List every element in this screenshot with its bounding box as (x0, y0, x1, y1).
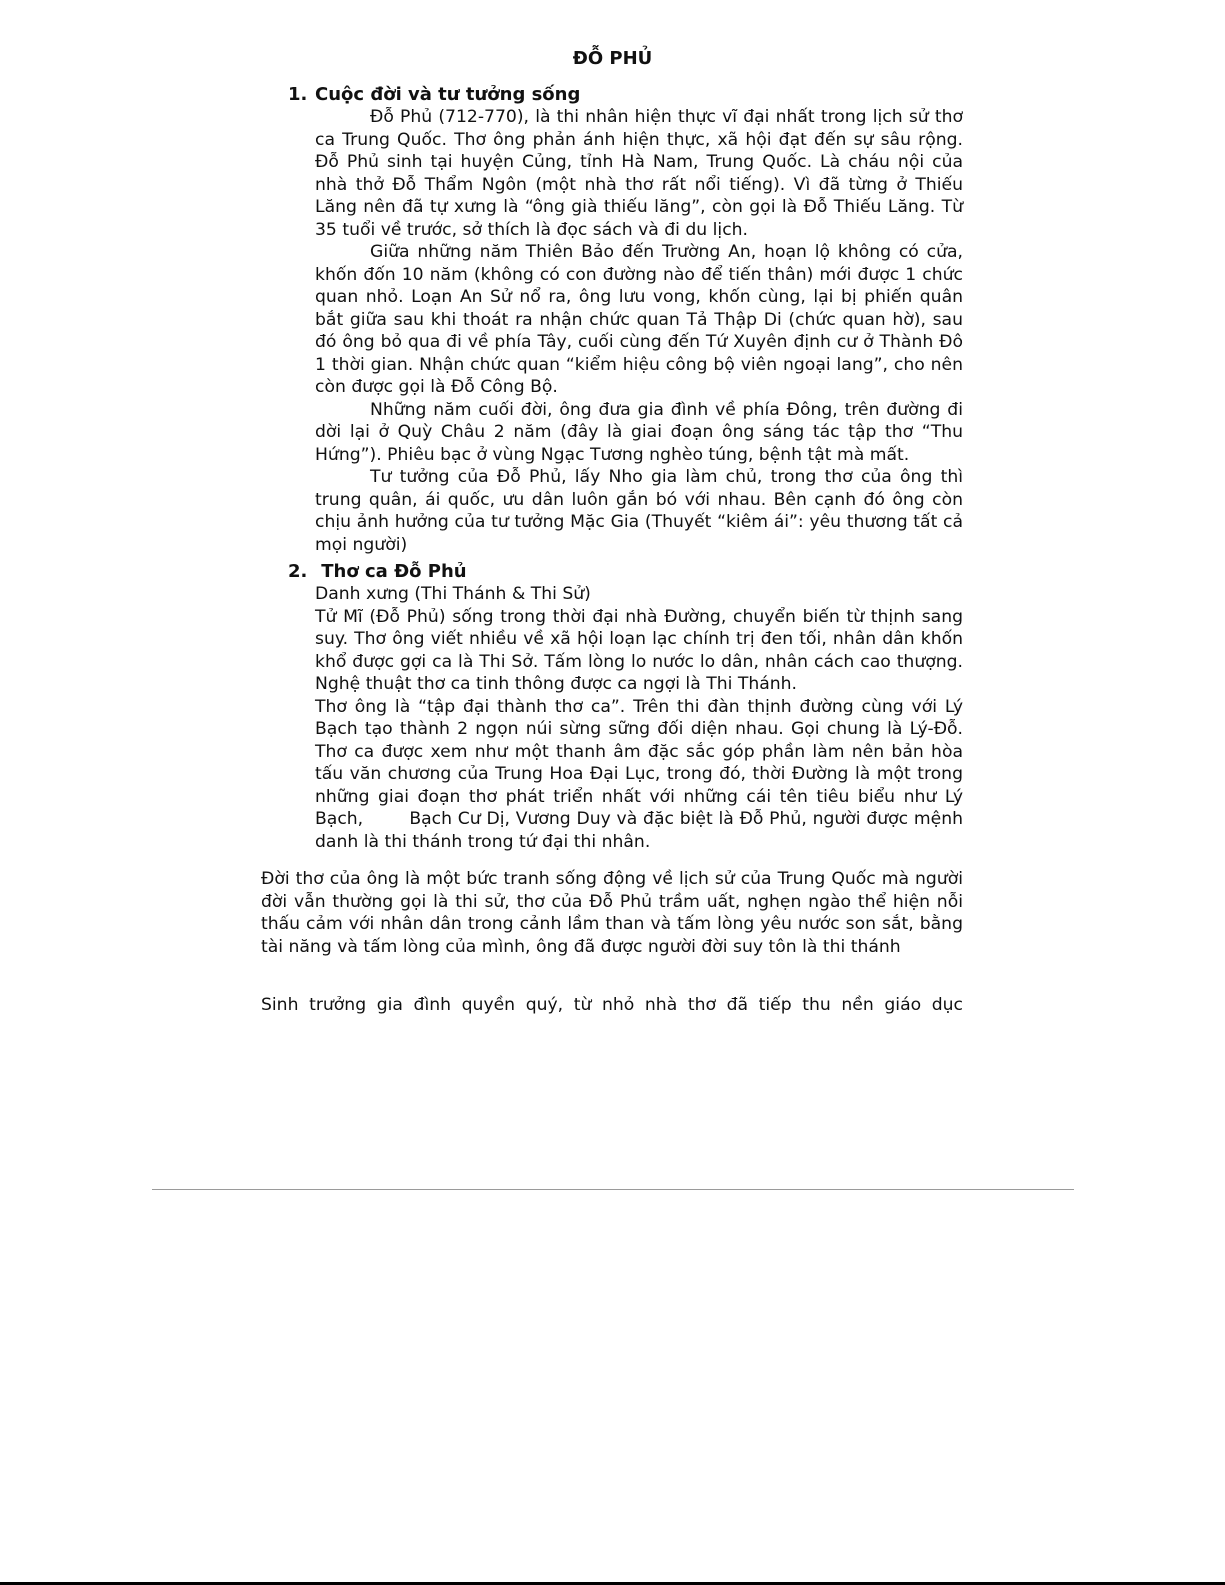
section-number: 2. (288, 561, 308, 582)
section-life-and-thought (288, 84, 963, 556)
paragraph: Tử Mĩ (Đỗ Phủ) sống trong thời đại nhà Đường, chuyển biến từ thịnh sang suy. Thơ ông viết nhiều về xã hội loạn lạc chính trị đen tối, nhân dân khốn khổ được gợi ca là Thi Sở. Tấm lòng lo nước lo dân, nhân cách cao thượng. Nghệ thuật thơ ca tinh thông được ca ngợi là Thi Thánh. (315, 606, 963, 694)
section-body (315, 583, 969, 853)
paragraph: Danh xưng (Thi Thánh & Thi Sử) (315, 584, 591, 604)
body-paragraph: Sinh trưởng gia đình quyền quý, từ nhỏ nhà thơ đã tiếp thu nền giáo dục (261, 995, 963, 1015)
paragraph: Giữa những năm Thiên Bảo đến Trường An, hoạn lộ không có cửa, khốn đốn 10 năm (không có con đường nào để tiến thân) mới được 1 chức quan nhỏ. Loạn An Sử nổ ra, ông lưu vong, khốn cùng, lại bị phiến quân bắt giữa sau khi thoát ra nhận chức quan Tả Thập Di (chức quan hờ), sau đó ông bỏ qua đi về phía Tây, cuối cùng đến Tứ Xuyên định cư ở Thành Đô 1 thời gian. Nhận chức quan “kiểm hiệu công bộ viên ngoại lang”, cho nên còn được gọi là Đỗ Công Bộ. (315, 242, 963, 397)
paragraph: Thơ ông là “tập đại thành thơ ca”. Trên thi đàn thịnh đường cùng với Lý Bạch tạo thành 2 ngọn núi sừng sững đối diện nhau. Gọi chung là Lý-Đỗ. Thơ ca được xem như một thanh âm đặc sắc góp phần làm nên bản hòa tấu văn chương của Trung Hoa Đại Lục, trong đó, thời Đường là một trong những giai đoạn thơ phát triển nhất với những cái tên tiêu biểu như Lý Bạch, Bạch Cư Dị, Vương Duy và đặc biệt là Đỗ Phủ, người được mệnh danh là thi thánh trong tứ đại thi nhân. (315, 696, 969, 852)
section-poetry (288, 561, 969, 853)
section-number: 1. (288, 84, 308, 105)
page-divider (152, 1189, 1074, 1190)
paragraph: Tư tưởng của Đỗ Phủ, lấy Nho gia làm chủ, trong thơ của ông thì trung quân, ái quốc, ưu dân luôn gắn bó với nhau. Bên cạnh đó ông còn chịu ảnh hưởng của tư tưởng Mặc Gia (Thuyết “kiêm ái”: yêu thương tất cả mọi người) (315, 467, 963, 555)
paragraph: Những năm cuối đời, ông đưa gia đình về phía Đông, trên đường đi dời lại ở Quỳ Châu 2 năm (đây là giai đoạn ông sáng tác tập thơ “Thu Hứng”). Phiêu bạc ở vùng Ngạc Tương nghèo túng, bệnh tật mà mất. (315, 399, 963, 465)
paragraph: Đỗ Phủ (712-770), là thi nhân hiện thực vĩ đại nhất trong lịch sử thơ ca Trung Quốc. Thơ ông phản ánh hiện thực, xã hội đạt đến sự sâu rộng. Đỗ Phủ sinh tại huyện Củng, tỉnh Hà Nam, Trung Quốc. Là cháu nội của nhà thở Đỗ Thẩm Ngôn (một nhà thơ rất nổi tiếng). Vì đã từng ở Thiếu Lăng nên đã tự xưng là “ông già thiếu lăng”, còn gọi là Đỗ Thiếu Lăng. Từ 35 tuổi về trước, sở thích là đọc sách và đi du lịch. (315, 107, 963, 240)
section-title: Cuộc đời và tư tưởng sống (315, 84, 581, 105)
section-heading (288, 84, 963, 106)
section-body (315, 106, 963, 556)
section-heading (288, 561, 963, 583)
section-title: Thơ ca Đỗ Phủ (315, 561, 467, 582)
body-paragraph: Đời thơ của ông là một bức tranh sống động về lịch sử của Trung Quốc mà người đời vẫn thường gọi là thi sử, thơ của Đỗ Phủ trầm uất, nghẹn ngào thể hiện nỗi thấu cảm với nhân dân trong cảnh lầm than và tấm lòng yêu nước son sắt, bằng tài năng và tấm lòng của mình, ông đã được người đời suy tôn là thi thánh (261, 869, 963, 957)
document-title: ĐỖ PHỦ (572, 48, 653, 69)
